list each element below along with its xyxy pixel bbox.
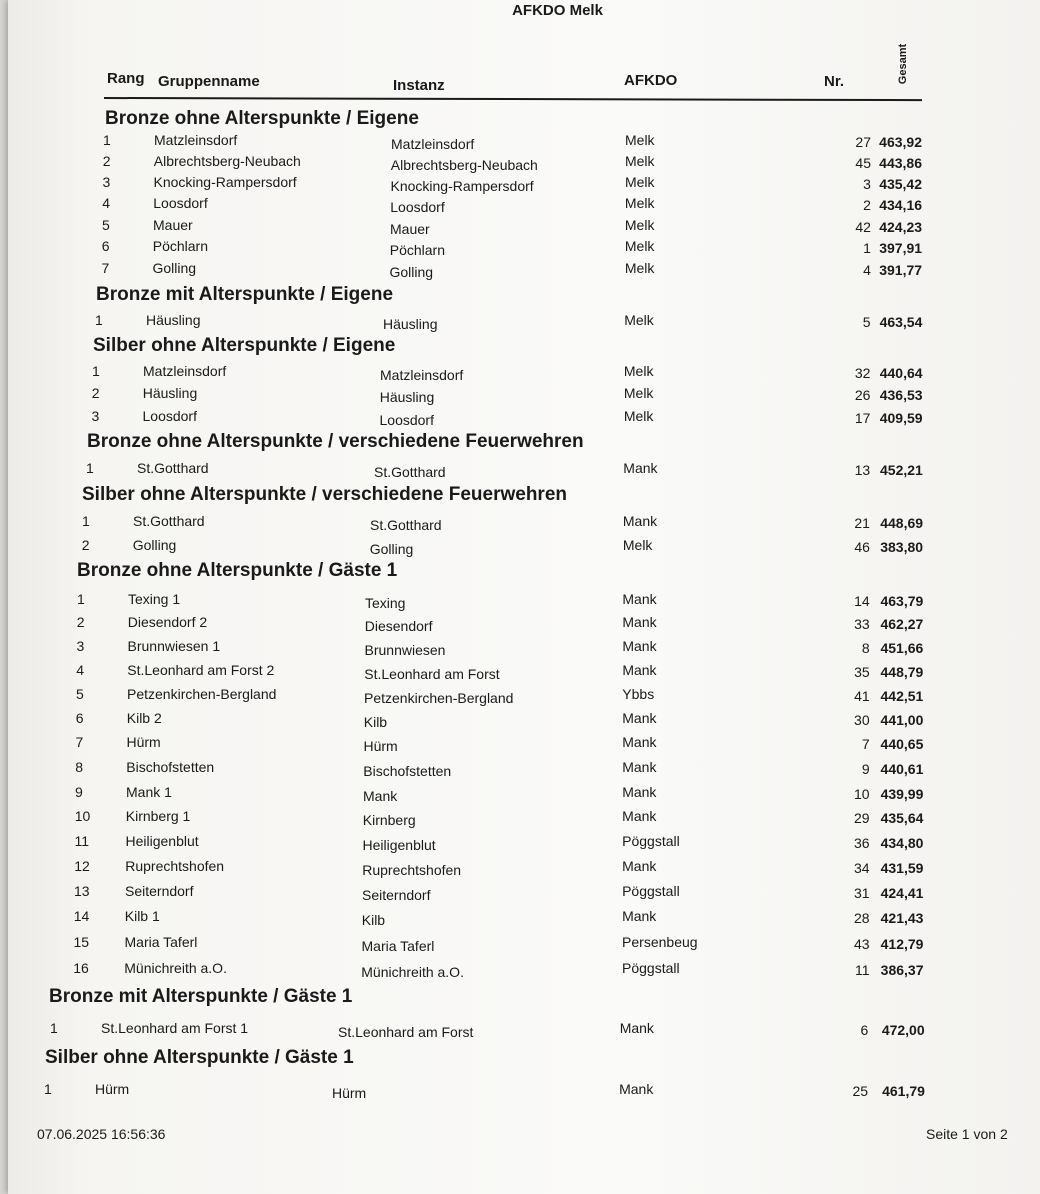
instanz-cell: Diesendorf — [364, 618, 433, 634]
rank-cell: 1 — [50, 1020, 58, 1036]
total-score-cell: 440,65 — [880, 736, 924, 752]
total-score-cell: 451,66 — [880, 640, 924, 656]
column-header-instanz: Instanz — [393, 77, 445, 94]
total-score-cell: 386,37 — [880, 962, 924, 978]
table-row — [0, 1081, 1040, 1103]
afkdo-cell: Melk — [623, 363, 654, 379]
table-row — [0, 513, 1040, 535]
afkdo-cell: Mank — [622, 908, 657, 924]
total-score-cell: 434,80 — [880, 835, 924, 851]
group-name-cell: Pöchlarn — [152, 238, 209, 254]
instanz-cell: Kilb — [361, 912, 386, 928]
total-score-cell: 435,42 — [879, 176, 923, 192]
number-cell: 36 — [853, 835, 870, 851]
instanz-cell: Ruprechtshofen — [362, 862, 462, 878]
afkdo-cell: Pöggstall — [622, 883, 680, 899]
number-cell: 17 — [854, 410, 871, 426]
number-cell: 3 — [863, 176, 871, 192]
table-row — [0, 710, 1040, 732]
table-header — [0, 0, 1040, 104]
afkdo-cell: Mank — [622, 638, 657, 654]
number-cell: 7 — [861, 736, 870, 752]
table-row — [0, 908, 1040, 930]
table-row — [0, 638, 1040, 660]
rank-cell: 6 — [101, 238, 110, 254]
group-name-cell: Kirnberg 1 — [125, 808, 191, 824]
afkdo-cell: Melk — [625, 132, 655, 148]
number-cell: 6 — [860, 1022, 869, 1038]
afkdo-cell: Pöggstall — [622, 833, 680, 849]
total-score-cell: 463,54 — [879, 314, 923, 330]
rank-cell: 5 — [102, 217, 110, 233]
section-title: Bronze ohne Alterspunkte / verschiedene Feuerwehren — [87, 431, 584, 452]
rank-cell: 5 — [76, 686, 84, 702]
table-row — [0, 153, 1040, 175]
afkdo-cell: Melk — [624, 174, 655, 190]
print-timestamp: 07.06.2025 16:56:36 — [37, 1126, 166, 1142]
instanz-cell: Hürm — [363, 738, 398, 754]
instanz-cell: Knocking-Rampersdorf — [390, 178, 534, 194]
table-row — [0, 614, 1040, 636]
instanz-cell: St.Gotthard — [370, 517, 442, 533]
number-cell: 13 — [854, 462, 871, 478]
number-cell: 43 — [853, 936, 870, 952]
table-row — [0, 537, 1040, 559]
number-cell: 10 — [854, 786, 870, 802]
afkdo-cell: Mank — [622, 614, 657, 630]
afkdo-cell: Melk — [624, 260, 655, 276]
group-name-cell: Golling — [132, 537, 177, 553]
instanz-cell: Häusling — [383, 316, 438, 332]
column-header-rang: Rang — [107, 70, 145, 87]
group-name-cell: Kilb 1 — [124, 908, 160, 924]
afkdo-cell: Mank — [622, 734, 657, 750]
total-score-cell: 463,92 — [879, 134, 922, 150]
afkdo-cell: Melk — [624, 238, 655, 254]
total-score-cell: 435,64 — [880, 810, 924, 826]
group-name-cell: Hürm — [126, 734, 161, 750]
section-title: Bronze ohne Alterspunkte / Eigene — [105, 108, 419, 129]
rank-cell: 7 — [101, 260, 110, 276]
rank-cell: 11 — [74, 833, 90, 849]
group-name-cell: Golling — [152, 260, 197, 276]
instanz-cell: Golling — [369, 541, 414, 557]
section-title: Bronze mit Alterspunkte / Gäste 1 — [49, 986, 353, 1007]
table-row — [0, 734, 1040, 756]
instanz-cell: Loosdorf — [379, 412, 434, 428]
number-cell: 5 — [862, 314, 871, 330]
number-cell: 8 — [861, 640, 870, 656]
number-cell: 21 — [854, 515, 870, 531]
rank-cell: 16 — [73, 960, 89, 976]
afkdo-cell: Mank — [623, 460, 658, 476]
table-row — [0, 238, 1040, 260]
number-cell: 25 — [852, 1083, 869, 1099]
number-cell: 4 — [863, 262, 871, 278]
afkdo-cell: Melk — [624, 217, 655, 233]
instanz-cell: St.Leonhard am Forst — [338, 1024, 474, 1040]
afkdo-cell: Pöggstall — [622, 960, 680, 976]
number-cell: 31 — [853, 885, 870, 901]
group-name-cell: Häusling — [146, 312, 201, 328]
table-row — [0, 960, 1040, 982]
table-row — [0, 784, 1040, 806]
group-name-cell: Brunnwiesen 1 — [127, 638, 221, 654]
number-cell: 14 — [854, 593, 870, 609]
total-score-cell: 424,41 — [880, 885, 924, 901]
section-title: Silber ohne Alterspunkte / Gäste 1 — [45, 1047, 354, 1068]
number-cell: 45 — [855, 155, 871, 171]
afkdo-cell: Melk — [623, 408, 654, 424]
table-row — [0, 408, 1040, 430]
number-cell: 26 — [854, 387, 871, 403]
group-name-cell: Loosdorf — [153, 195, 208, 211]
group-name-cell: Albrechtsberg-Neubach — [153, 153, 301, 169]
rank-cell: 2 — [91, 385, 100, 401]
total-score-cell: 439,99 — [880, 786, 924, 802]
total-score-cell: 461,79 — [882, 1083, 925, 1099]
total-score-cell: 441,00 — [880, 712, 924, 728]
afkdo-cell: Melk — [624, 153, 655, 169]
table-row — [0, 883, 1040, 905]
group-name-cell: Häusling — [142, 385, 198, 401]
table-row — [0, 662, 1040, 684]
table-row — [0, 174, 1040, 196]
number-cell: 33 — [854, 616, 870, 632]
group-name-cell: Hürm — [95, 1081, 130, 1097]
table-row — [0, 591, 1040, 613]
rank-cell: 4 — [76, 662, 85, 678]
afkdo-cell: Persenbeug — [622, 934, 698, 950]
instanz-cell: Matzleinsdorf — [391, 136, 475, 152]
instanz-cell: Heiligenblut — [362, 837, 436, 853]
group-name-cell: Seiterndorf — [125, 883, 194, 899]
rank-cell: 13 — [74, 883, 90, 899]
group-name-cell: Matzleinsdorf — [154, 132, 238, 148]
rank-cell: 9 — [75, 784, 83, 800]
instanz-cell: Pöchlarn — [389, 242, 446, 258]
rank-cell: 3 — [91, 408, 100, 424]
table-row — [0, 460, 1040, 482]
document-title: AFKDO Melk — [512, 2, 603, 19]
rank-cell: 14 — [73, 908, 90, 924]
group-name-cell: Petzenkirchen-Bergland — [127, 686, 277, 702]
total-score-cell: 431,59 — [880, 860, 924, 876]
instanz-cell: Kirnberg — [362, 812, 416, 828]
total-score-cell: 463,79 — [880, 593, 924, 609]
rank-cell: 1 — [92, 363, 100, 379]
total-score-cell: 434,16 — [879, 197, 923, 213]
table-row — [0, 132, 1040, 154]
column-header-afkdo: AFKDO — [624, 72, 678, 89]
afkdo-cell: Ybbs — [622, 686, 655, 702]
total-score-cell: 412,79 — [880, 936, 924, 952]
afkdo-cell: Mank — [622, 513, 658, 529]
total-score-cell: 452,21 — [880, 462, 923, 478]
rank-cell: 1 — [103, 132, 111, 148]
rank-cell: 2 — [81, 537, 90, 553]
group-name-cell: St.Gotthard — [133, 513, 205, 529]
table-row — [0, 385, 1040, 407]
group-name-cell: St.Leonhard am Forst 2 — [127, 662, 275, 678]
instanz-cell: Texing — [365, 595, 406, 611]
rank-cell: 12 — [74, 858, 90, 874]
instanz-cell: St.Leonhard am Forst — [364, 666, 500, 682]
table-row — [0, 195, 1040, 217]
table-row — [0, 808, 1040, 830]
group-name-cell: Diesendorf 2 — [127, 614, 208, 630]
group-name-cell: Maria Taferl — [124, 934, 198, 950]
instanz-cell: Mank — [363, 788, 398, 804]
table-row — [0, 858, 1040, 880]
total-score-cell: 424,23 — [879, 219, 923, 235]
instanz-cell: Maria Taferl — [361, 938, 435, 954]
number-cell: 1 — [863, 240, 871, 256]
section-title: Bronze mit Alterspunkte / Eigene — [96, 284, 394, 305]
rank-cell: 4 — [102, 195, 111, 211]
instanz-cell: Kilb — [363, 714, 388, 730]
table-row — [0, 686, 1040, 708]
page-number: Seite 1 von 2 — [926, 1126, 1008, 1142]
instanz-cell: Hürm — [332, 1085, 367, 1101]
instanz-cell: Albrechtsberg-Neubach — [390, 157, 538, 173]
number-cell: 35 — [854, 664, 870, 680]
group-name-cell: Matzleinsdorf — [143, 363, 227, 379]
number-cell: 11 — [854, 962, 870, 978]
total-score-cell: 436,53 — [879, 387, 923, 403]
afkdo-cell: Melk — [622, 537, 653, 553]
section-title: Silber ohne Alterspunkte / verschiedene Feuerwehren — [82, 484, 568, 505]
total-score-cell: 448,69 — [880, 515, 924, 531]
instanz-cell: Mauer — [390, 221, 430, 237]
afkdo-cell: Melk — [623, 385, 654, 401]
afkdo-cell: Mank — [622, 710, 657, 726]
total-score-cell: 443,86 — [879, 155, 922, 171]
number-cell: 41 — [854, 688, 870, 704]
total-score-cell: 421,43 — [880, 910, 924, 926]
afkdo-cell: Mank — [622, 784, 657, 800]
group-name-cell: Mank 1 — [126, 784, 172, 800]
number-cell: 30 — [854, 712, 870, 728]
rank-cell: 1 — [77, 591, 85, 607]
total-score-cell: 472,00 — [881, 1022, 925, 1038]
rank-cell: 15 — [73, 934, 90, 950]
group-name-cell: Knocking-Rampersdorf — [153, 174, 297, 190]
afkdo-cell: Mank — [622, 662, 657, 678]
rank-cell: 2 — [76, 614, 85, 630]
total-score-cell: 442,51 — [880, 688, 924, 704]
section-title: Silber ohne Alterspunkte / Eigene — [93, 335, 396, 356]
group-name-cell: Ruprechtshofen — [125, 858, 225, 874]
column-header-gruppenname: Gruppenname — [158, 73, 260, 90]
table-row — [0, 833, 1040, 855]
number-cell: 32 — [854, 365, 871, 381]
instanz-cell: Petzenkirchen-Bergland — [364, 690, 514, 706]
afkdo-cell: Mank — [619, 1081, 654, 1097]
table-row — [0, 363, 1040, 385]
group-name-cell: Texing 1 — [128, 591, 181, 607]
afkdo-cell: Mank — [622, 808, 657, 824]
number-cell: 28 — [853, 910, 870, 926]
number-cell: 2 — [863, 197, 871, 213]
section-title: Bronze ohne Alterspunkte / Gäste 1 — [77, 560, 398, 581]
instanz-cell: Häusling — [379, 389, 435, 405]
afkdo-cell: Mank — [622, 759, 657, 775]
number-cell: 27 — [855, 134, 871, 150]
instanz-cell: Brunnwiesen — [364, 642, 446, 658]
rank-cell: 8 — [75, 759, 84, 775]
rank-cell: 7 — [75, 734, 84, 750]
instanz-cell: Golling — [389, 264, 434, 280]
group-name-cell: Loosdorf — [142, 408, 197, 424]
group-name-cell: Kilb 2 — [126, 710, 162, 726]
total-score-cell: 391,77 — [879, 262, 923, 278]
rank-cell: 1 — [86, 460, 94, 476]
instanz-cell: St.Gotthard — [374, 464, 446, 480]
afkdo-cell: Mank — [622, 591, 657, 607]
group-name-cell: St.Gotthard — [137, 460, 209, 476]
group-name-cell: Bischofstetten — [126, 759, 215, 775]
number-cell: 9 — [861, 761, 870, 777]
rank-cell: 1 — [95, 312, 103, 328]
table-row — [0, 1020, 1040, 1042]
number-cell: 42 — [855, 219, 871, 235]
total-score-cell: 462,27 — [880, 616, 924, 632]
instanz-cell: Bischofstetten — [363, 763, 452, 779]
rank-cell: 3 — [102, 174, 111, 190]
group-name-cell: St.Leonhard am Forst 1 — [101, 1020, 249, 1036]
afkdo-cell: Mank — [619, 1020, 654, 1036]
instanz-cell: Matzleinsdorf — [380, 367, 464, 383]
number-cell: 46 — [854, 539, 870, 555]
total-score-cell: 440,64 — [879, 365, 923, 381]
group-name-cell: Mauer — [153, 217, 193, 233]
afkdo-cell: Melk — [624, 195, 655, 211]
rank-cell: 1 — [44, 1081, 52, 1097]
afkdo-cell: Melk — [624, 312, 654, 328]
rank-cell: 1 — [82, 513, 90, 529]
instanz-cell: Münichreith a.O. — [361, 964, 464, 980]
instanz-cell: Loosdorf — [390, 199, 445, 215]
total-score-cell: 397,91 — [879, 240, 923, 256]
table-row — [0, 312, 1040, 334]
header-divider — [104, 97, 922, 101]
afkdo-cell: Mank — [622, 858, 657, 874]
instanz-cell: Seiterndorf — [362, 887, 431, 903]
total-score-cell: 448,79 — [880, 664, 924, 680]
group-name-cell: Heiligenblut — [125, 833, 199, 849]
column-header-nr: Nr. — [824, 73, 845, 90]
total-score-cell: 383,80 — [880, 539, 924, 555]
rank-cell: 3 — [76, 638, 85, 654]
group-name-cell: Münichreith a.O. — [124, 960, 227, 976]
table-row — [0, 934, 1040, 956]
total-score-cell: 409,59 — [879, 410, 923, 426]
column-header-gesamt: Gesamt — [897, 43, 909, 85]
rank-cell: 10 — [74, 808, 91, 824]
table-row — [0, 759, 1040, 781]
number-cell: 34 — [853, 860, 870, 876]
number-cell: 29 — [854, 810, 870, 826]
rank-cell: 6 — [75, 710, 84, 726]
table-row — [0, 260, 1040, 282]
table-row — [0, 217, 1040, 239]
total-score-cell: 440,61 — [880, 761, 924, 777]
rank-cell: 2 — [102, 153, 111, 169]
